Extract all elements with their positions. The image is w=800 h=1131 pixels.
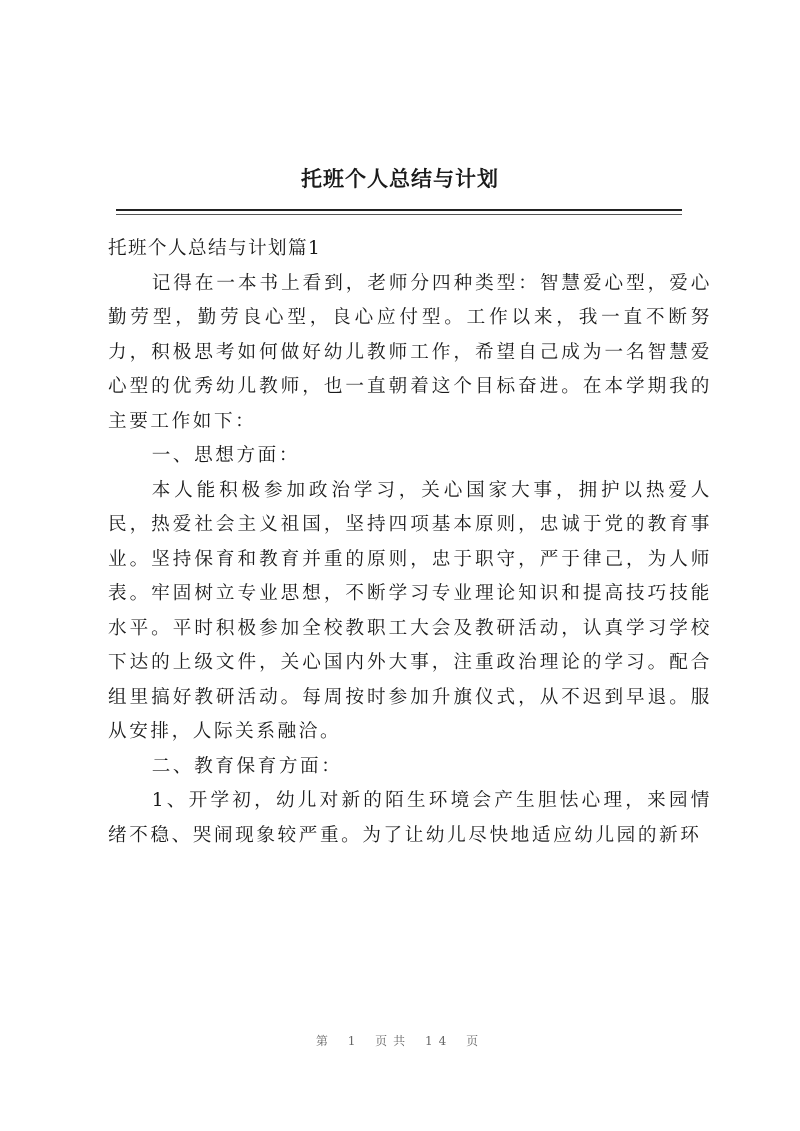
footer-label-of: 页共	[375, 1034, 412, 1048]
paragraph-education: 1、开学初，幼儿对新的陌生环境会产生胆怯心理，来园情绪不稳、哭闹现象较严重。为了让幼儿尽快地适应幼儿园的新环	[108, 790, 712, 846]
title-divider	[116, 209, 682, 211]
footer-label-pages: 页	[466, 1034, 485, 1048]
section-heading: 托班个人总结与计划篇1	[108, 238, 322, 259]
footer-label-page: 第	[315, 1034, 334, 1048]
subheading-education: 二、教育保育方面：	[151, 755, 343, 777]
subheading-thought: 一、思想方面：	[151, 445, 301, 466]
document-body	[108, 232, 712, 853]
footer-current-page: 1	[347, 1034, 362, 1048]
footer-total-pages: 14	[425, 1034, 453, 1048]
paragraph-thought: 本人能积极参加政治学习，关心国家大事，拥护以热爱人民，热爱社会主义祖国，坚持四项基本原则，忠诚于党的教育事业。坚持保育和教育并重的原则，忠于职守，严于律己，为人师表。牢固树立专业思想，不断学习专业理论知识和提高技巧技能水平。平时积极参加全校教职工大会及教研活动，认真学习学校下达的上级文件，关心国内外大事，注重政治理论的学习。配合组里搞好教研活动。每周按时参加升旗仪式，从不迟到早退。服从安排，人际关系融洽。	[108, 479, 712, 742]
paragraph-intro: 记得在一本书上看到，老师分四种类型：智慧爱心型，爱心勤劳型，勤劳良心型，良心应付型。工作以来，我一直不断努力，积极思考如何做好幼儿教师工作，希望自己成为一名智慧爱心型的优秀幼儿教师，也一直朝着这个目标奋进。在本学期我的主要工作如下：	[108, 272, 712, 432]
document-title: 托班个人总结与计划	[301, 166, 499, 191]
page-footer	[0, 1032, 800, 1049]
title-divider-thin	[116, 214, 682, 215]
